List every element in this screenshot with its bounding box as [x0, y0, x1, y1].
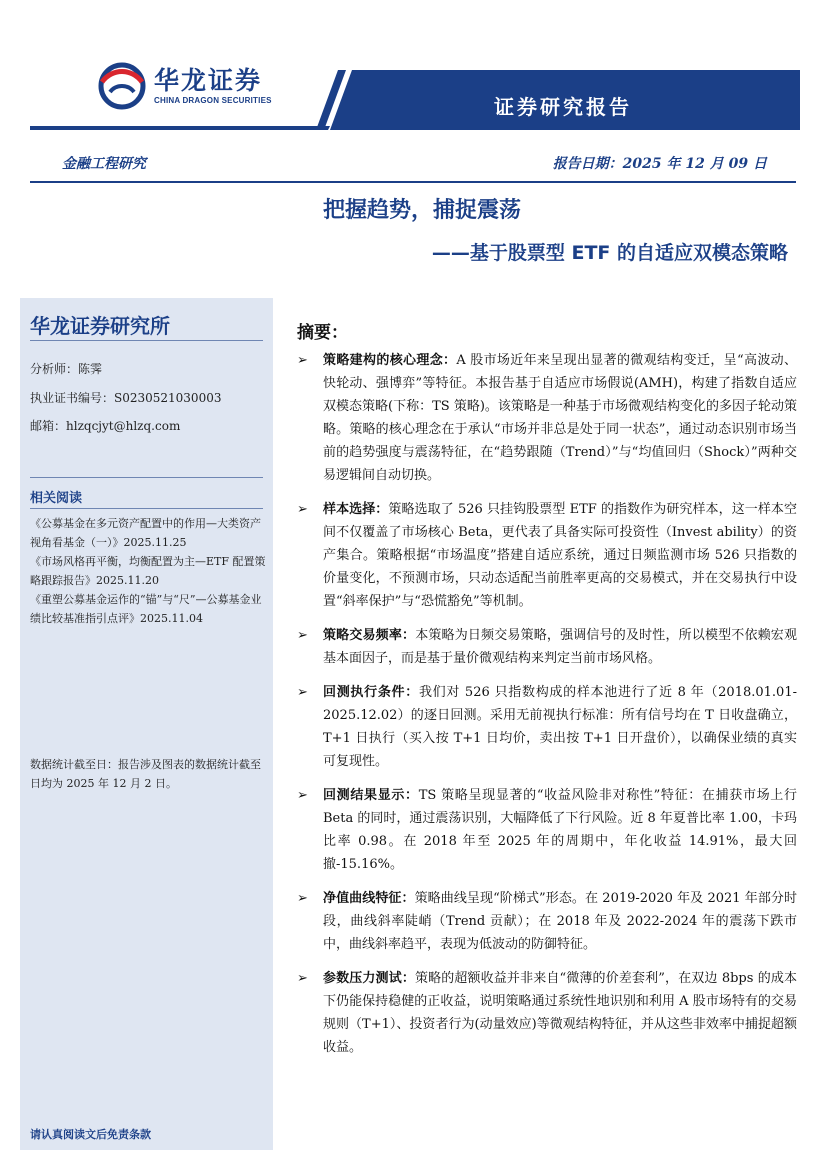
abstract-item-text: 本策略为日频交易策略，强调信号的及时性，所以模型不依赖宏观基本面因子，而是基于量价微观结构来判定当前市场风格。 — [323, 628, 797, 666]
analyst-name: 分析师：陈霁 — [30, 362, 103, 376]
abstract-item-label: 回测执行条件： — [323, 685, 419, 700]
header-divider — [30, 181, 796, 183]
report-category: 金融工程研究 — [62, 156, 146, 172]
license-number: 执业证书编号：S0230521030003 — [30, 391, 222, 405]
abstract-item — [297, 349, 797, 487]
disclaimer-notice: 请认真阅读文后免责条款 — [30, 1128, 151, 1141]
report-sub-title: ——基于股票型 ETF 的自适应双模态策略 — [431, 242, 788, 264]
related-reading-list — [30, 514, 268, 628]
abstract-item-label: 回测结果显示： — [323, 788, 419, 803]
abstract-item-label: 净值曲线特征： — [323, 891, 415, 906]
abstract-item-label: 策略建构的核心理念： — [323, 353, 457, 368]
arrow-bullet-icon: ➢ — [297, 685, 308, 700]
arrow-bullet-icon: ➢ — [297, 353, 308, 368]
related-reading-heading: 相关阅读 — [30, 491, 83, 506]
abstract-item-text: 策略的超额收益并非来自“微薄的价差套利”，在双边 8bps 的成本下仍能保持稳健的正收益，说明策略通过系统性地识别和利用 A 股市场特有的交易规则（T+1）、投资者行为(动量效应)等微观结构特征，并从这些非效率中捕捉超额收益。 — [323, 971, 797, 1055]
abstract-item-text: 策略曲线呈现“阶梯式”形态。在 2019-2020 年及 2021 年部分时段，曲线斜率陡峭（Trend 贡献）；在 2018 年及 2022-2024 年的震荡下跌市中，曲线斜率趋平，表现为低波动的防御特征。 — [323, 891, 797, 952]
logo-english-name: CHINA DRAGON SECURITIES — [154, 96, 272, 105]
report-date: 报告日期：2025 年 12 月 09 日 — [552, 156, 767, 172]
arrow-bullet-icon: ➢ — [297, 628, 308, 643]
abstract-item-label: 策略交易频率： — [323, 628, 416, 643]
sidebar — [20, 298, 273, 1150]
report-main-title: 把握趋势，捕捉震荡 — [322, 198, 521, 223]
abstract-item-text: 策略选取了 526 只挂钩股票型 ETF 的指数作为研究样本，这一样本空间不仅覆盖了市场核心 Beta，更代表了具备实际可投资性（Invest ability）的资产集合。策略根据“市场温度”搭建自适应系统，通过日频监测市场 526 只指数的价量变化，不预测市场，只动态适配当前胜率更高的交易模式，并在交易执行中设置“斜率保护”与“恐慌豁免”等机制。 — [323, 502, 797, 609]
abstract-item-label: 样本选择： — [323, 502, 389, 517]
abstract-item-label: 参数压力测试： — [323, 971, 415, 986]
related-reading-item[interactable]: 《市场风格再平衡，均衡配置为主—ETF 配置策略跟踪报告》2025.11.20 — [30, 555, 266, 587]
arrow-bullet-icon: ➢ — [297, 788, 308, 803]
analyst-email: 邮箱：hlzqcjyt@hlzq.com — [30, 419, 181, 433]
related-reading-item[interactable]: 《重塑公募基金运作的“锚”与“尺”—公募基金业绩比较基准指引点评》2025.11.04 — [30, 593, 262, 625]
report-type-title: 证券研究报告 — [494, 95, 632, 119]
sidebar-divider — [30, 477, 263, 478]
abstract-item — [297, 681, 797, 773]
arrow-bullet-icon: ➢ — [297, 502, 308, 517]
data-cutoff-note: 数据统计截至日：报告涉及图表的数据统计截至日均为 2025 年 12 月 2 日。 — [30, 758, 261, 790]
abstract-item — [297, 887, 797, 956]
sidebar-divider — [30, 508, 263, 509]
abstract-item — [297, 967, 797, 1059]
header-banner — [0, 68, 826, 130]
abstract-item — [297, 624, 797, 670]
arrow-bullet-icon: ➢ — [297, 971, 308, 986]
sidebar-divider — [30, 340, 263, 341]
related-reading-item[interactable]: 《公募基金在多元资产配置中的作用—大类资产视角看基金（一）》2025.11.25 — [30, 517, 261, 549]
abstract-item — [297, 784, 797, 876]
arrow-bullet-icon: ➢ — [297, 891, 308, 906]
abstract-item-text: A 股市场近年来呈现出显著的微观结构变迁，呈“高波动、快轮动、强博弈”等特征。本报告基于自适应市场假说(AMH)，构建了指数自适应双模态策略(下称：TS 策略)。该策略是一种基于市场微观结构变化的多因子轮动策略。策略的核心理念在于承认“市场并非总是处于同一状态”，通过动态识别市场当前的趋势强度与震荡特征，在“趋势跟随（Trend）”与“均值回归（Shock）”两种交易逻辑间自动切换。 — [323, 353, 797, 483]
abstract-item-text: 我们对 526 只指数构成的样本池进行了近 8 年（2018.01.01-2025.12.02）的逐日回测。采用无前视执行标准：所有信号均在 T 日收盘确立，T+1 日执行（买入按 T+1 日均价，卖出按 T+1 日开盘价），以确保业绩的真实可复现性。 — [323, 685, 797, 769]
abstract-heading: 摘要： — [297, 323, 348, 343]
abstract-item — [297, 498, 797, 613]
abstract-list — [297, 349, 797, 1070]
logo-chinese-name: 华龙证券 — [154, 66, 263, 95]
abstract-item-text: TS 策略呈现显著的“收益风险非对称性”特征：在捕获市场上行 Beta 的同时，通过震荡识别，大幅降低了下行风险。近 8 年夏普比率 1.00，卡玛比率 0.98。在 2018 年至 2025 年的周期中，年化收益 14.91%，最大回撤-15.16%。 — [323, 788, 797, 872]
institute-name: 华龙证券研究所 — [30, 314, 170, 338]
